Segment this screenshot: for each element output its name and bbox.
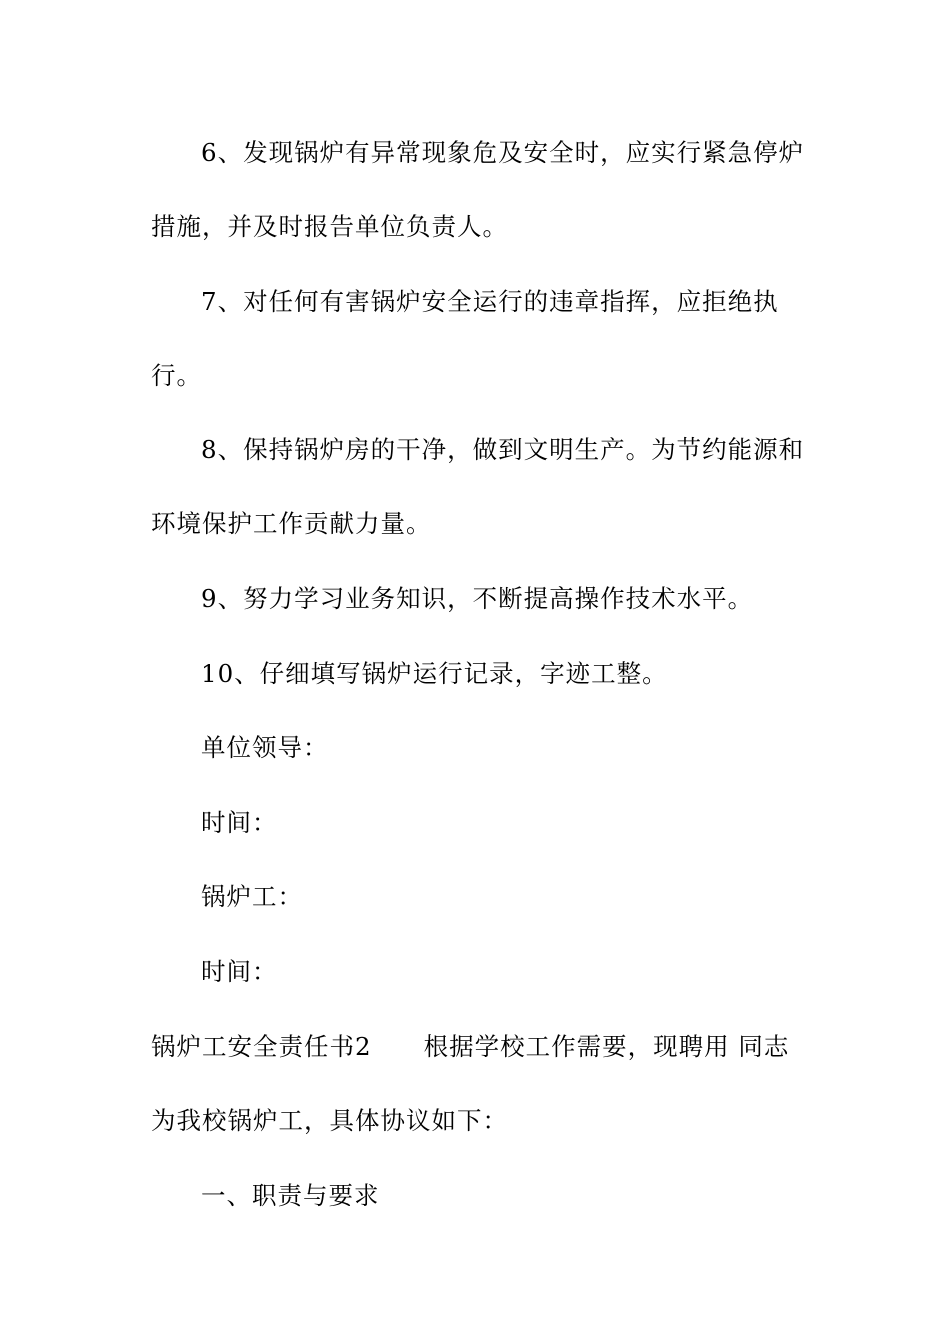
item-6-line-2: 措施，并及时报告单位负责人。 xyxy=(151,212,508,241)
sign-boiler-worker: 锅炉工： xyxy=(201,882,303,911)
item-10: 10、仔细填写锅炉运行记录，字迹工整。 xyxy=(201,659,668,688)
item-8-line-2: 环境保护工作贡献力量。 xyxy=(151,509,432,538)
item-7-line-2: 行。 xyxy=(151,361,202,390)
item-7-line-1: 7、对任何有害锅炉安全运行的违章指挥，应拒绝执 xyxy=(201,287,779,316)
sign-time-1: 时间： xyxy=(201,808,278,837)
sign-time-2: 时间： xyxy=(201,957,278,986)
item-8-line-1: 8、保持锅炉房的干净，做到文明生产。为节约能源和 xyxy=(201,435,805,464)
heading-duties: 一、职责与要求 xyxy=(201,1181,380,1210)
item-9: 9、努力学习业务知识，不断提高操作技术水平。 xyxy=(201,584,754,613)
section-2-intro-line-2: 为我校锅炉工，具体协议如下： xyxy=(151,1106,508,1135)
section-2-title: 锅炉工安全责任书2 xyxy=(151,1032,372,1061)
item-6-line-1: 6、发现锅炉有异常现象危及安全时，应实行紧急停炉 xyxy=(201,138,805,167)
section-2-first-line xyxy=(151,1032,789,1062)
sign-unit-leader: 单位领导： xyxy=(201,733,329,762)
section-2-intro-line-1: 根据学校工作需要，现聘用 同志 xyxy=(423,1032,790,1061)
